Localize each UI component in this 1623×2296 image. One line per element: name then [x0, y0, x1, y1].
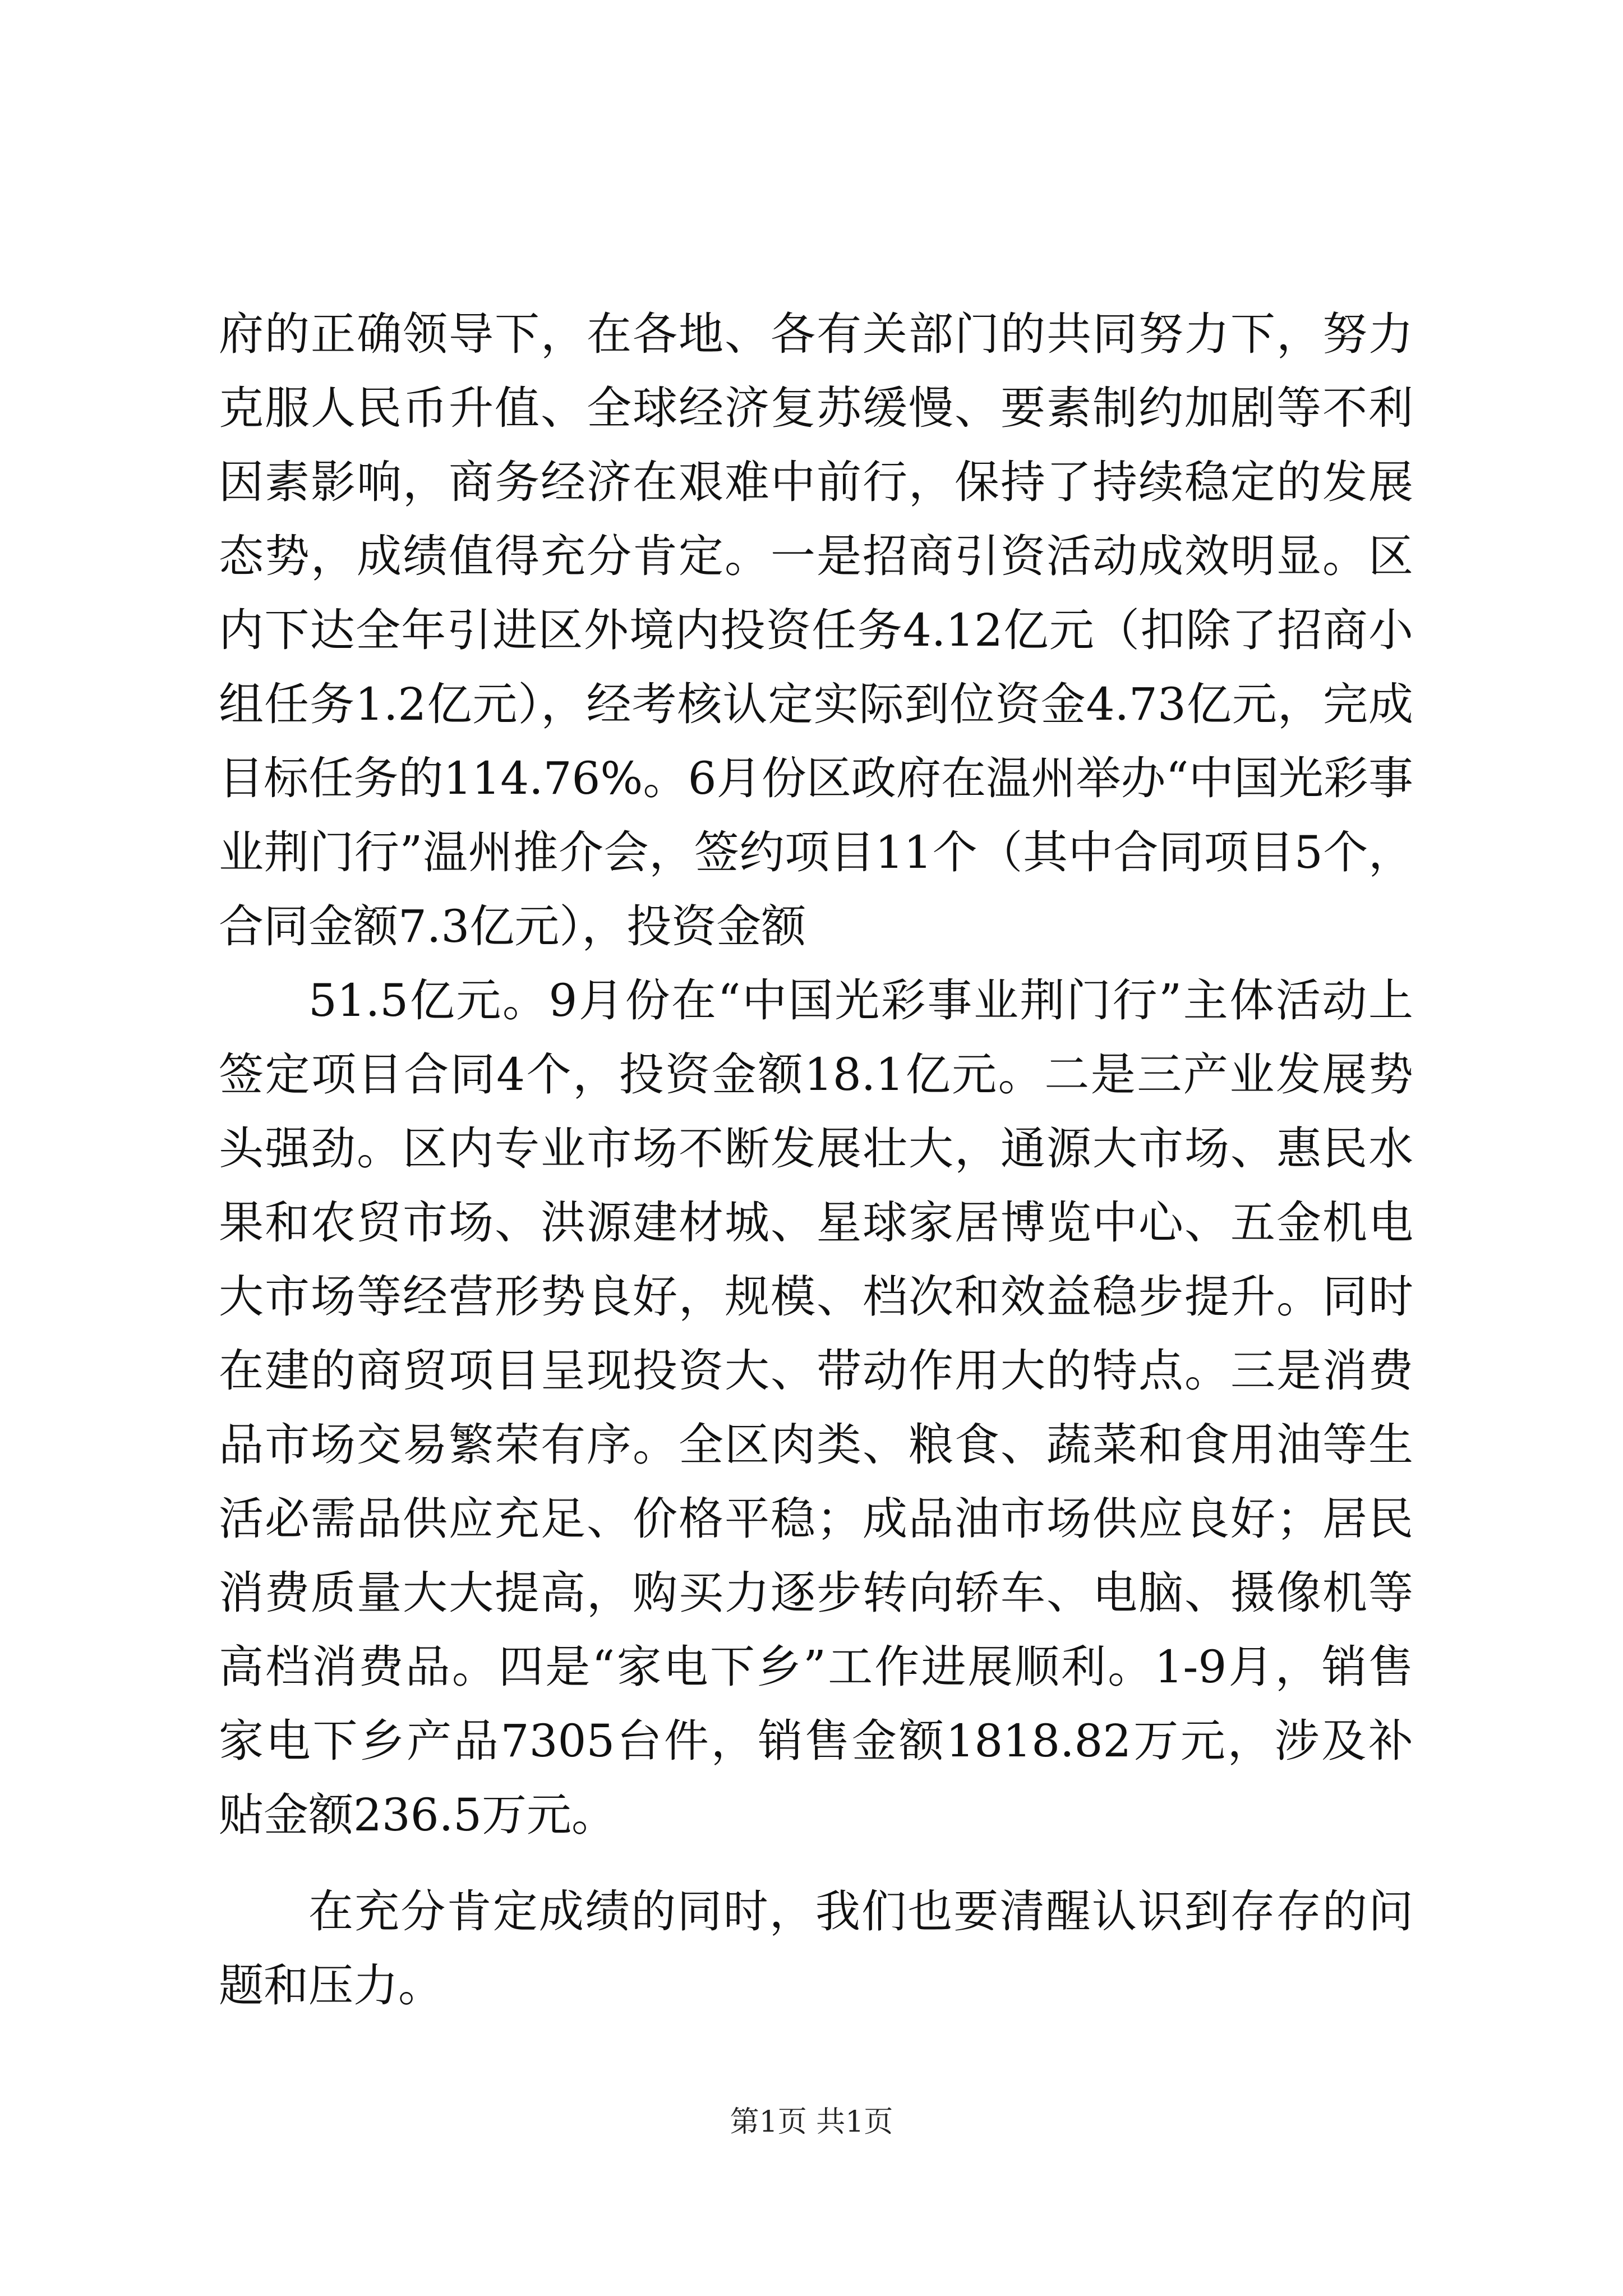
paragraph-problems: 在充分肯定成绩的同时，我们也要清醒认识到存存的问题和压力。	[219, 1885, 1413, 2012]
paragraph-continuation: 府的正确领导下，在各地、各有关部门的共同努力下，努力克服人民币升值、全球经济复苏缓慢、要素制约加剧等不利因素影响，商务经济在艰难中前行，保持了持续稳定的发展态势，成绩值得充分肯定。一是招商引资活动成效明显。区内下达全年引进区外境内投资任务4.12亿元（扣除了招商小组任务1.2亿元），经考核认定实际到位资金4.73亿元，完成目标任务的114.76%。6月份区政府在温州举办“中国光彩事业荆门行”温州推介会，签约项目11个（其中合同项目5个，合同金额7.3亿元），投资金额	[219, 308, 1413, 953]
document-body	[219, 297, 1413, 2023]
paragraph-achievements: 51.5亿元。9月份在“中国光彩事业荆门行”主体活动上签定项目合同4个，投资金额18.1亿元。二是三产业发展势头强劲。区内专业市场不断发展壮大，通源大市场、惠民水果和农贸市场、洪源建材城、星球家居博览中心、五金机电大市场等经营形势良好，规模、档次和效益稳步提升。同时在建的商贸项目呈现投资大、带动作用大的特点。三是消费品市场交易繁荣有序。全区肉类、粮食、蔬菜和食用油等生活必需品供应充足、价格平稳；成品油市场供应良好；居民消费质量大大提高，购买力逐步转向轿车、电脑、摄像机等高档消费品。四是“家电下乡”工作进展顺利。1-9月，销售家电下乡产品7305台件，销售金额1818.82万元，涉及补贴金额236.5万元。	[219, 974, 1413, 1841]
page-number-footer: 第1页 共1页	[730, 2105, 893, 2139]
